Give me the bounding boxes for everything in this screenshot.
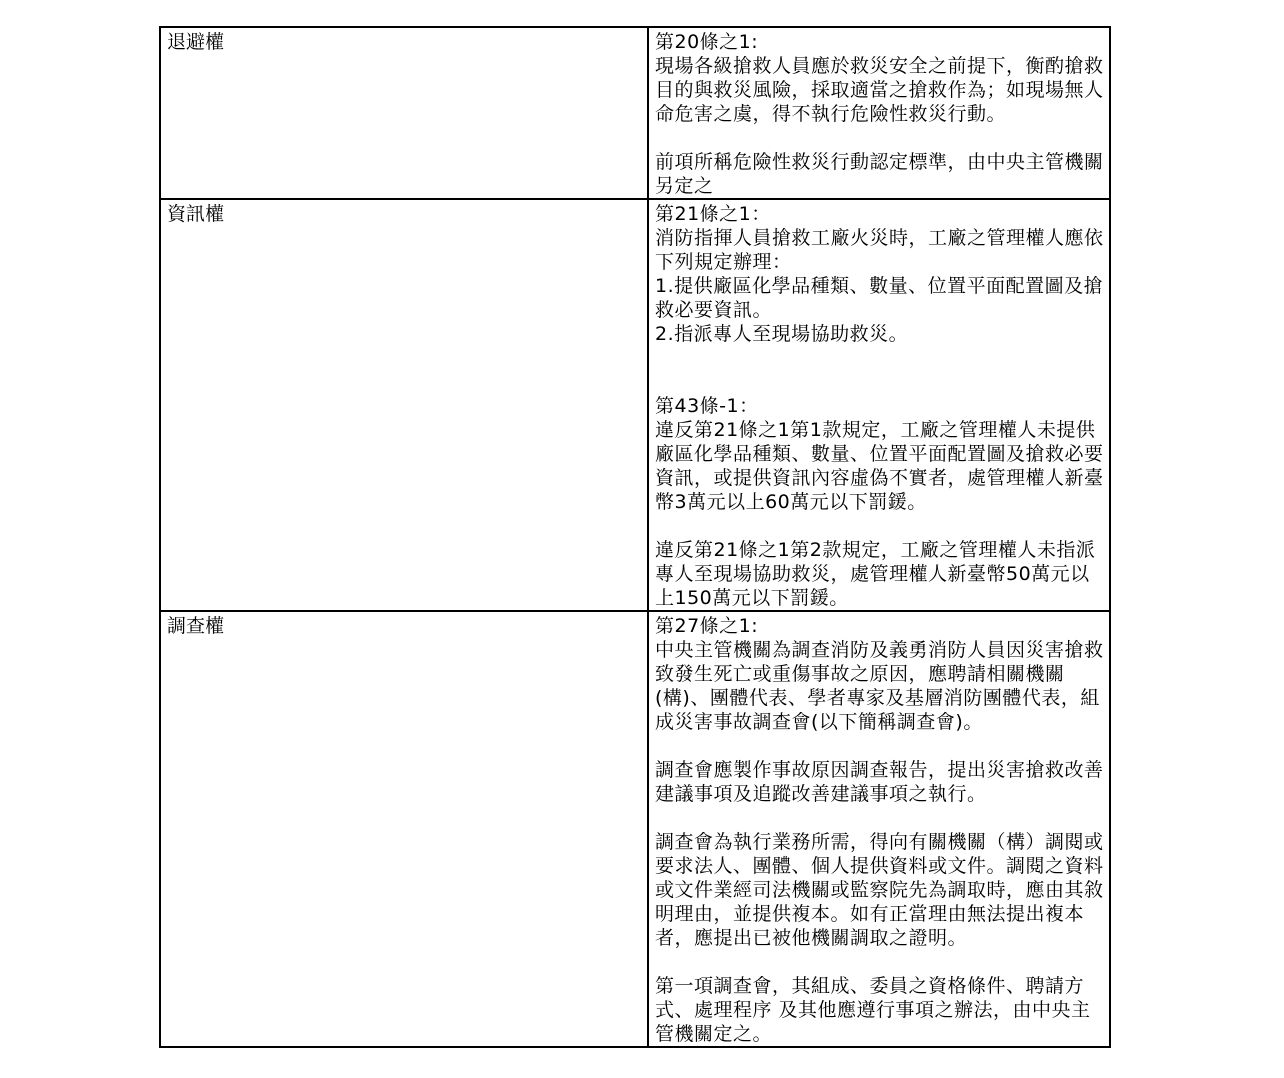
table-row-evacuation-right (160, 27, 1110, 199)
law-paragraph: 第20條之1: 現場各級搶救人員應於救災安全之前提下，衡酌搶救目的與救災風險，採取適當之搶救作為；如現場無人命危害之虞，得不執行危險性救災行動。 (655, 31, 1104, 125)
right-name: 退避權 (167, 31, 225, 53)
law-paragraph: 第一項調查會，其組成、委員之資格條件、聘請方式、處理程序 及其他應遵行事項之辦法，由中央主管機關定之。 (655, 975, 1091, 1045)
law-paragraph: 調查會為執行業務所需，得向有關機關（構）調閱或要求法人、團體、個人提供資料或文件。調閱之資料或文件業經司法機關或監察院先為調取時，應由其敘明理由，並提供複本。如有正當理由無法提出複本者，應提出已被他機關調取之證明。 (655, 831, 1104, 949)
right-name: 調查權 (167, 615, 225, 637)
law-paragraph: 前項所稱危險性救災行動認定標準，由中央主管機關另定之 (655, 151, 1104, 197)
right-name-cell (160, 611, 648, 1047)
law-text-cell (648, 199, 1110, 611)
law-paragraph: 第21條之1： 消防指揮人員搶救工廠火災時，工廠之管理權人應依下列規定辦理： 1.提供廠區化學品種類、數量、位置平面配置圖及搶救必要資訊。 2.指派專人至現場協助救災。 (655, 203, 1104, 345)
law-paragraph: 違反第21條之1第2款規定，工廠之管理權人未指派專人至現場協助救災，處管理權人新臺幣50萬元以上150萬元以下罰鍰。 (655, 539, 1096, 609)
table-row-investigation-right (160, 611, 1110, 1047)
law-paragraph: 調查會應製作事故原因調查報告，提出災害搶救改善建議事項及追蹤改善建議事項之執行。 (655, 759, 1104, 805)
table-row-information-right (160, 199, 1110, 611)
law-paragraph: 第43條-1： 違反第21條之1第1款規定，工廠之管理權人未提供廠區化學品種類、數量、位置平面配置圖及搶救必要資訊，或提供資訊內容虛偽不實者，處管理權人新臺幣3萬元以上60萬元以下罰鍰。 (655, 395, 1104, 513)
law-paragraph: 第27條之1: 中央主管機關為調查消防及義勇消防人員因災害搶救致發生死亡或重傷事故之原因，應聘請相關機關(構)、團體代表、學者專家及基層消防團體代表，組成災害事故調查會(以下簡稱調查會)。 (655, 615, 1104, 733)
law-text-cell (648, 611, 1110, 1047)
law-text-cell (648, 27, 1110, 199)
law-rights-table (159, 26, 1111, 1048)
right-name: 資訊權 (167, 203, 225, 225)
right-name-cell (160, 27, 648, 199)
right-name-cell (160, 199, 648, 611)
